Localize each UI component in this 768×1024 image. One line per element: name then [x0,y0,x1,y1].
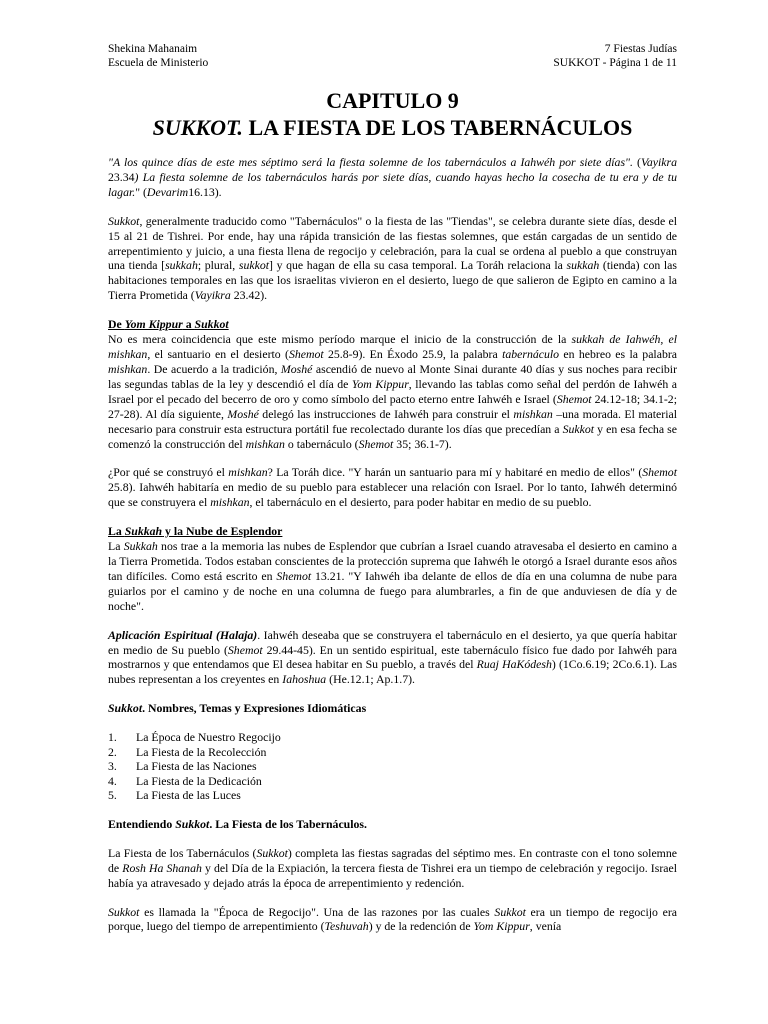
list-item: 4. La Fiesta de la Dedicación [108,773,262,788]
section-heading-names-themes: Sukkot. Nombres, Temas y Expresiones Idiomáticas [108,701,367,716]
cloud-paragraph: La Sukkah nos trae a la memoria las nubes de Esplendor que cubrían a Israel cuando atravesaba el desierto en camino a la Tierra Prometida. Todos estaban conscientes de la protección suprema que Iahwéh le otorgó a Israel durante esos años tan difíciles. Como está escrito en Shemot 13.21. "Y Iahwéh iba delante de ellos de día en una columna de nube para guiarlos por el camino y de noche en una columna de fuego para alumbrarles, a fin de que anduviesen de día y de noche". [108,539,677,613]
rejoicing-paragraph: Sukkot es llamada la "Época de Regocijo". Una de las razones por las cuales Sukkot era un tiempo de regocijo era porque, luego del tiempo de arrepentimiento (Teshuvah) y de la redención de Yom Kippur, venía [108,904,677,934]
list-item: 2. La Fiesta de la Recolección [108,744,267,759]
mishkan-paragraph: No es mera coincidencia que este mismo período marque el inicio de la construcción de la sukkah de Iahwéh, el mishkan, el santuario en el desierto (Shemot 25.8-9). En Éxodo 25.9, la palabra tabernáculo en hebreo es la palabra mishkan. De acuerdo a la tradición, Moshé ascendió de nuevo al Monte Sinai durante 40 días y sus noches para recibir las segundas tablas de la ley y descendió el día de Yom Kippur, llevando las tablas como señal del perdón de Iahwéh a Israel por el pecado del becerro de oro y como símbolo del pacto eterno entre Iahwéh e Israel (Shemot 24.12-18; 34.1-2; 27-28). Al día siguiente, Moshé delegó las instrucciones de Iahwéh para construir el mishkan –una morada. El material necesario para construir esta estructura portátil fue recolectado durante los días que precedían a Sukkot y en esa fecha se comenzó la construcción del mishkan o tabernáculo (Shemot 35; 36.1-7). [108,332,678,451]
page-header-left [108,42,208,70]
chapter-title-italic: SUKKOT. [152,115,243,140]
list-item: 5. La Fiesta de las Luces [108,788,241,803]
header-page-number: SUKKOT - Página 1 de 11 [553,57,677,69]
why-mishkan-paragraph: ¿Por qué se construyó el mishkan? La Toráh dice. "Y harán un santuario para mí y habitaré en medio de ellos" (Shemot 25.8). Iahwéh habitaría en medio de su pueblo para establecer una relación con Israel. Por lo tanto, Iahwéh determinó que se construyera el mishkan, el tabernáculo en el desierto, para poder habitar en medio de su pueblo. [108,465,677,510]
chapter-number: CAPITULO 9 [326,88,459,113]
section-heading-understanding: Entendiendo Sukkot. La Fiesta de los Tabernáculos. [108,816,367,831]
intro-paragraph: Sukkot, generalmente traducido como "Tabernáculos" o la fiesta de las "Tiendas", se celebra durante siete días, desde el 15 al 21 de Tishrei. Por ende, hay una rápida transición de las fiestas solemnes, que están cargadas de un sentido de arrepentimiento y juicio, a una fiesta llena de regocijo y celebración, para la cual se ordena al pueblo a que construyan una tienda [sukkah; plural, sukkot] y que hagan de ella su casa temporal. La Toráh relaciona la sukkah (tienda) con las habitaciones temporales en las que los israelitas vivieron en el desierto, luego de que salieron de Egipto en camino a la Tierra Prometida (Vayikra 23.42). [108,213,678,303]
page-header-right [553,42,677,70]
section-heading-yom-kippur: De Yom Kippur a Sukkot [108,317,229,332]
themes-list [108,730,677,803]
understanding-paragraph: La Fiesta de los Tabernáculos (Sukkot) completa las fiestas sagradas del séptimo mes. En contraste con el tono solemne de Rosh Ha Shanah y del Día de la Expiación, la tercera fiesta de Tishrei era un tiempo de celebración y regocijo. Israel había ya atravesado y dejado atrás la época de arrepentimiento y redención. [108,845,677,890]
header-course: 7 Fiestas Judías [604,43,677,55]
chapter-title-rest: LA FIESTA DE LOS TABERNÁCULOS [242,115,633,140]
chapter-title [108,87,677,141]
header-school: Escuela de Ministerio [108,57,209,69]
section-heading-sukkah-cloud: La Sukkah y la Nube de Esplendor [108,524,283,539]
spiritual-application-paragraph: Aplicación Espiritual (Halaja). Iahwéh deseaba que se construyera el tabernáculo en el desierto, ya que quería habitar en medio de Su pueblo (Shemot 29.44-45). En un sentido espiritual, este tabernáculo físico fue dado por Iahwéh para mostrarnos y que entendamos que El desea habitar en Su pueblo, a través del Ruaj HaKódesh) (1Co.6.19; 2Co.6.1). Las nubes representan a los creyentes en Iahoshua (He.12.1; Ap.1.7). [108,627,677,687]
document-body [108,87,677,934]
opening-quote: "A los quince días de este mes séptimo será la fiesta solemne de los tabernáculos a Iahwéh por siete días". (Vayikra 23.34) La fiesta solemne de los tabernáculos harás por siete días, cuando hayas hecho la cosecha de tu era y de tu lagar." (Devarim16.13). [108,155,677,199]
header-organization: Shekina Mahanaim [108,43,198,55]
list-item: 1. La Época de Nuestro Regocijo [108,730,281,745]
list-item: 3. La Fiesta de las Naciones [108,759,257,774]
